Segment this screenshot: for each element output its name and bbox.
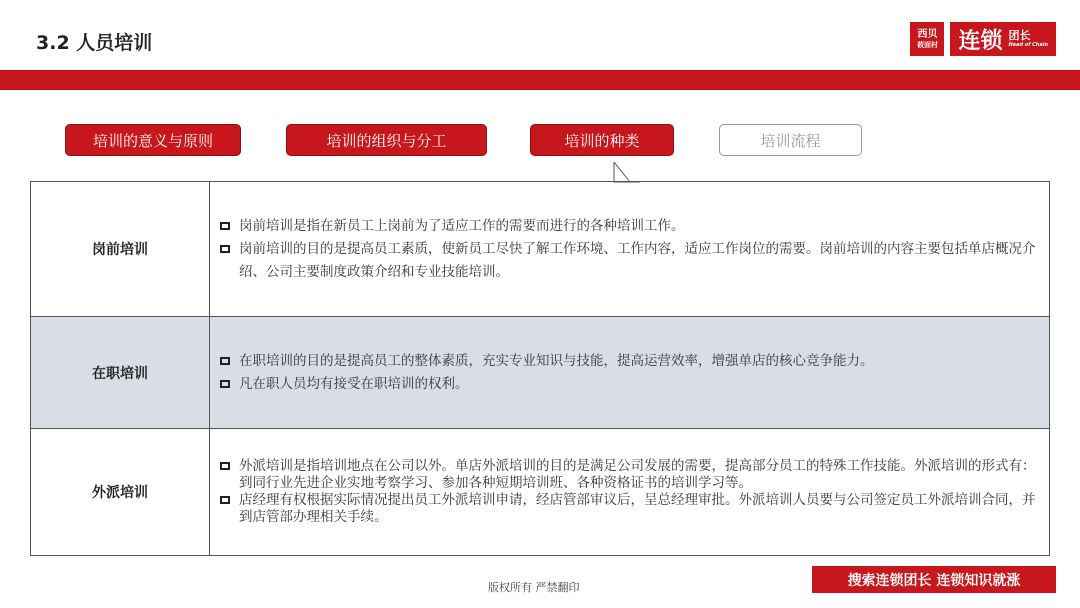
training-types-table bbox=[30, 181, 1050, 556]
list-item-text: 店经理有权根据实际情况提出员工外派培训申请，经店管部审议后，呈总经理审批。外派培训人员要与公司签定员工外派培训合同，并到店管部办理相关手续。 bbox=[239, 492, 1036, 525]
tab-training-types[interactable]: 培训的种类 bbox=[530, 124, 674, 156]
logo-word: 连锁 bbox=[958, 28, 1003, 54]
copyright-text: 版权所有 严禁翻印 bbox=[488, 581, 580, 594]
logo-word-sub: 团长 bbox=[1008, 28, 1031, 42]
row-heading: 在职培训 bbox=[31, 317, 210, 428]
square-bullet-icon bbox=[220, 496, 230, 504]
logo-mark-bottom: 莜面村 bbox=[916, 41, 938, 49]
row-heading: 外派培训 bbox=[31, 429, 210, 555]
logo-mark-top: 西贝 bbox=[917, 29, 938, 40]
row-content bbox=[210, 182, 1049, 316]
list-item bbox=[220, 350, 1039, 373]
tab-training-process[interactable]: 培训流程 bbox=[719, 124, 862, 156]
row-heading: 岗前培训 bbox=[31, 182, 210, 316]
list-item-text: 在职培训的目的是提高员工的整体素质，充实专业知识与技能，提高运营效率，增强单店的核心竞争能力。 bbox=[239, 352, 874, 369]
list-item bbox=[220, 492, 1039, 526]
row-content bbox=[210, 317, 1049, 428]
square-bullet-icon bbox=[220, 245, 230, 253]
header-red-bar bbox=[0, 70, 1080, 90]
slogan-banner: 搜索连锁团长 连锁知识就涨 bbox=[812, 566, 1056, 593]
tab-training-organization[interactable]: 培训的组织与分工 bbox=[286, 124, 487, 156]
square-bullet-icon bbox=[220, 462, 230, 470]
page-title: 3.2 人员培训 bbox=[36, 32, 153, 54]
square-bullet-icon bbox=[220, 222, 230, 230]
table-row bbox=[31, 182, 1049, 316]
table-row bbox=[31, 316, 1049, 429]
list-item bbox=[220, 238, 1039, 284]
xibei-logo-mark bbox=[910, 22, 944, 56]
square-bullet-icon bbox=[220, 357, 230, 365]
tab-training-meaning[interactable]: 培训的意义与原则 bbox=[65, 124, 241, 156]
square-bullet-icon bbox=[220, 380, 230, 388]
table-row bbox=[31, 429, 1049, 555]
list-item-text: 岗前培训是指在新员工上岗前为了适应工作的需要而进行的各种培训工作。 bbox=[239, 217, 685, 234]
list-item bbox=[220, 215, 1039, 238]
chain-leader-logo bbox=[950, 22, 1056, 56]
logo-sub bbox=[1009, 30, 1049, 49]
list-item-text: 外派培训是指培训地点在公司以外。单店外派培训的目的是满足公司发展的需要，提高部分员工的特殊工作技能。外派培训的形式有：到同行业先进企业实地考察学习、参加各种短期培训班、各种资格证书的培训学习等。 bbox=[239, 458, 1036, 491]
list-item-text: 岗前培训的目的是提高员工素质，使新员工尽快了解工作环境、工作内容，适应工作岗位的需要。岗前培训的内容主要包括单店概况介绍、公司主要制度政策介绍和专业技能培训。 bbox=[239, 240, 1036, 280]
logo-word-tiny: Head of Chain bbox=[1008, 41, 1048, 48]
list-item-text: 凡在职人员均有接受在职培训的权利。 bbox=[239, 375, 469, 392]
list-item bbox=[220, 373, 1039, 396]
row-content bbox=[210, 429, 1049, 555]
list-item bbox=[220, 458, 1039, 492]
brand-logo bbox=[910, 22, 1056, 56]
